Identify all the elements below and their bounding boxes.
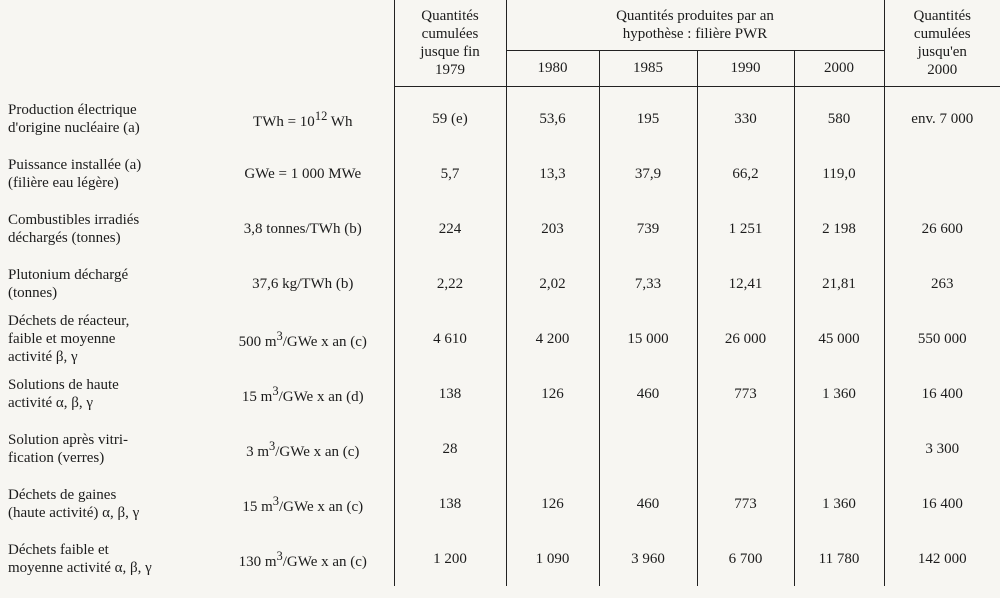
header-line: 2000: [927, 61, 958, 78]
table-row: [0, 476, 1000, 531]
row-label-line: déchargés (tonnes): [8, 229, 121, 246]
value-1985: 3 960: [599, 531, 697, 586]
row-unit: 130 $m^3$/GWe x an (c): [212, 531, 394, 586]
value-cumul-1979: 1 200: [394, 531, 506, 586]
value-cumul-2000: 550 000: [917, 330, 967, 347]
row-unit: 500 $m^3$/GWe x an (c): [212, 311, 394, 366]
row-label-line: fication (verres): [8, 449, 105, 466]
row-label: [0, 91, 212, 146]
value-cumul-2000: 263: [931, 275, 954, 292]
row-label-line: Puissance installée (a): [8, 156, 142, 173]
row-unit: GWe = 1 000 MWe: [212, 146, 394, 201]
header-line: hypothèse : filière PWR: [622, 25, 768, 42]
value-cumul-1979: 59 (e): [394, 91, 506, 146]
header-cumul-1979: [394, 0, 506, 86]
value-2000: 11 780: [794, 531, 884, 586]
value-1980: 126: [506, 476, 599, 531]
row-label-line: Production électrique: [8, 101, 137, 118]
value-2000: 21,81: [794, 256, 884, 311]
header-line: 1979: [435, 61, 465, 78]
value-cumul-2000: 3 300: [925, 440, 960, 457]
value-1980: 126: [506, 366, 599, 421]
value-cumul-1979: 4 610: [394, 311, 506, 366]
value-cumul-1979: 138: [394, 366, 506, 421]
label-header: [0, 0, 212, 86]
row-label-line: Déchets de réacteur,: [8, 312, 130, 329]
value-2000: 45 000: [794, 311, 884, 366]
row-label: [0, 366, 212, 421]
value-2000: 1 360: [794, 476, 884, 531]
value-1980: 203: [506, 201, 599, 256]
value-1985: 739: [599, 201, 697, 256]
header-line: cumulées: [421, 25, 479, 42]
value-2000: 580: [794, 91, 884, 146]
value-1990: [697, 421, 794, 476]
table-row: [0, 311, 1000, 366]
header-year: 1980: [506, 50, 599, 86]
value-cumul-1979: 28: [394, 421, 506, 476]
value-cumul-2000: 142 000: [917, 550, 967, 567]
row-unit: 15 $m^3$/GWe x an (d): [212, 366, 394, 421]
value-1985: 195: [599, 91, 697, 146]
row-label-line: Plutonium déchargé: [8, 266, 129, 283]
value-1990: 6 700: [697, 531, 794, 586]
row-label-line: moyenne activité α, β, γ: [8, 559, 152, 576]
row-label: [0, 201, 212, 256]
value-1980: [506, 421, 599, 476]
header-line: cumulées: [913, 25, 971, 42]
value-cumul-1979: 2,22: [394, 256, 506, 311]
table-row: [0, 531, 1000, 586]
value-cumul-2000: 16 400: [921, 495, 963, 512]
row-unit: 15 $m^3$/GWe x an (c): [212, 476, 394, 531]
table-row: [0, 146, 1000, 201]
value-1985: 7,33: [599, 256, 697, 311]
row-label: [0, 531, 212, 586]
table-row: [0, 201, 1000, 256]
row-label: [0, 256, 212, 311]
value-1990: 26 000: [697, 311, 794, 366]
header-line: jusque fin: [420, 43, 480, 60]
value-cumul-1979: 138: [394, 476, 506, 531]
row-label: [0, 476, 212, 531]
table-body: [0, 86, 1000, 586]
value-2000: 1 360: [794, 366, 884, 421]
row-label-line: Solutions de haute: [8, 376, 119, 393]
value-cumul-2000: [884, 146, 1000, 201]
value-1985: 37,9: [599, 146, 697, 201]
value-1985: 15 000: [599, 311, 697, 366]
value-1980: 53,6: [506, 91, 599, 146]
value-1990: 66,2: [697, 146, 794, 201]
row-label-line: Solution après vitri-: [8, 431, 128, 448]
header-year: 2000: [794, 50, 884, 86]
value-cumul-2000: env. 7 000: [911, 110, 974, 127]
value-1990: 773: [697, 366, 794, 421]
value-2000: 119,0: [794, 146, 884, 201]
header-line: Quantités: [913, 7, 971, 24]
value-1990: 773: [697, 476, 794, 531]
row-label: [0, 421, 212, 476]
row-label-line: Déchets faible et: [8, 541, 109, 558]
row-label-line: faible et moyenne: [8, 330, 116, 347]
value-cumul-1979: 224: [394, 201, 506, 256]
row-label-line: (tonnes): [8, 284, 58, 301]
value-cumul-1979: 5,7: [394, 146, 506, 201]
row-unit: 37,6 kg/TWh (b): [212, 256, 394, 311]
value-1985: 460: [599, 476, 697, 531]
row-label-line: (haute activité) α, β, γ: [8, 504, 140, 521]
row-label-line: activité α, β, γ: [8, 394, 94, 411]
header-year: 1985: [599, 50, 697, 86]
table-row: [0, 366, 1000, 421]
row-label-line: Déchets de gaines: [8, 486, 117, 503]
value-1980: 2,02: [506, 256, 599, 311]
row-unit: TWh = $10^{12}$ Wh: [212, 91, 394, 146]
value-1985: [599, 421, 697, 476]
value-cumul-2000: 16 400: [921, 385, 963, 402]
value-1980: 4 200: [506, 311, 599, 366]
table-row: [0, 256, 1000, 311]
row-unit: 3 $m^3$/GWe x an (c): [212, 421, 394, 476]
value-2000: 2 198: [794, 201, 884, 256]
header-produced-group: [506, 0, 884, 50]
value-1980: 1 090: [506, 531, 599, 586]
row-label-line: (filière eau légère): [8, 174, 119, 191]
value-1990: 330: [697, 91, 794, 146]
row-label-line: d'origine nucléaire (a): [8, 119, 140, 136]
row-label-line: Combustibles irradiés: [8, 211, 140, 228]
row-label: [0, 146, 212, 201]
value-2000: [794, 421, 884, 476]
header-cumul-2000: [884, 0, 1000, 86]
row-unit: 3,8 tonnes/TWh (b): [212, 201, 394, 256]
value-1990: 12,41: [697, 256, 794, 311]
table-row: [0, 421, 1000, 476]
header-year: 1990: [697, 50, 794, 86]
header-line: Quantités: [421, 7, 479, 24]
value-1980: 13,3: [506, 146, 599, 201]
header-line: jusqu'en: [917, 43, 967, 60]
header-line: Quantités produites par an: [616, 7, 774, 24]
row-label: [0, 311, 212, 366]
table-row: [0, 91, 1000, 146]
row-label-line: activité β, γ: [8, 348, 78, 365]
value-1985: 460: [599, 366, 697, 421]
value-cumul-2000: 26 600: [921, 220, 963, 237]
unit-header: [212, 0, 394, 86]
value-1990: 1 251: [697, 201, 794, 256]
